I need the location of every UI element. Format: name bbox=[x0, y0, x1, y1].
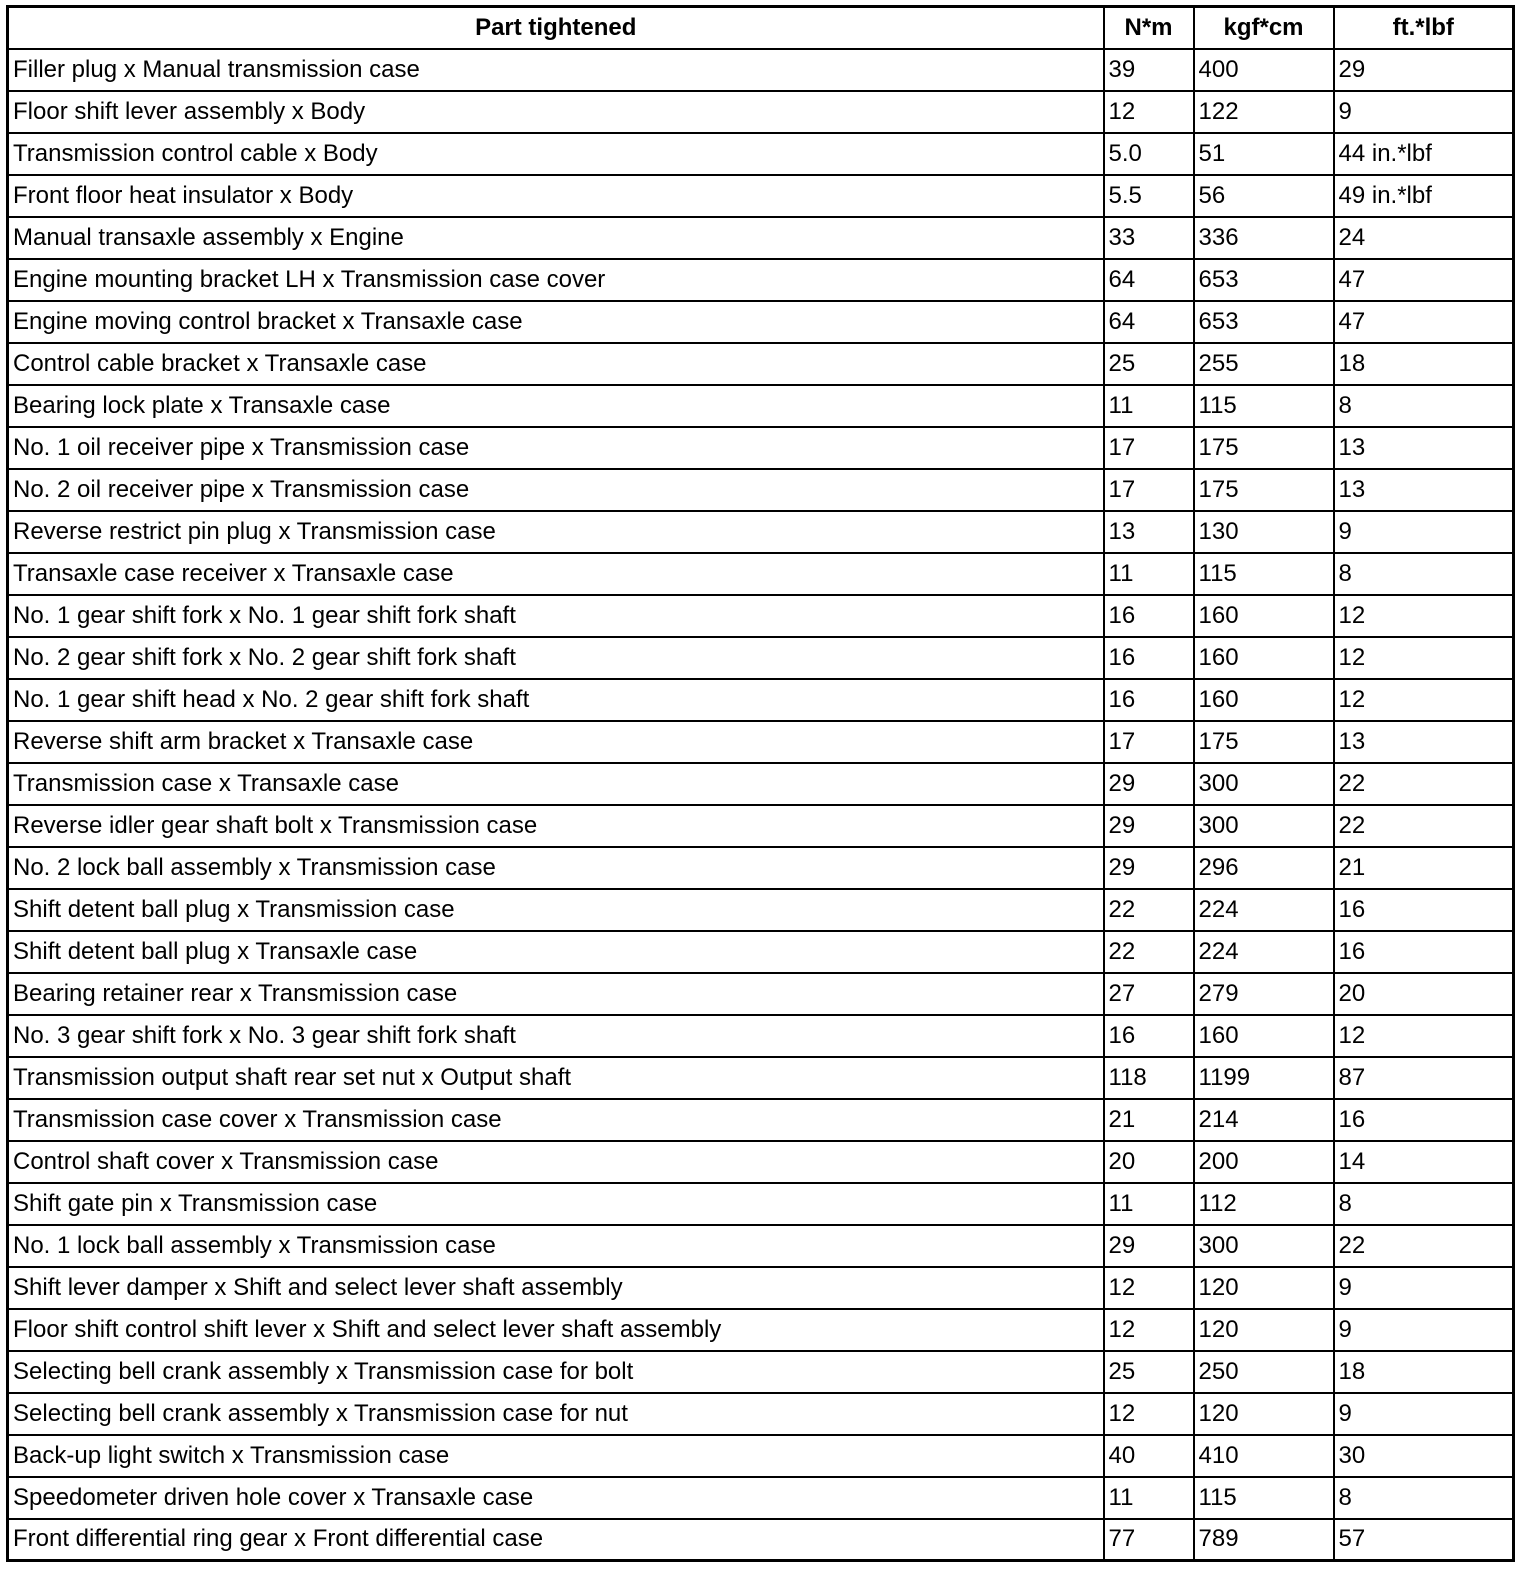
cell-ft-lbf: 87 bbox=[1334, 1057, 1514, 1099]
cell-part: Transmission case x Transaxle case bbox=[8, 763, 1104, 805]
cell-part: No. 1 oil receiver pipe x Transmission case bbox=[8, 427, 1104, 469]
table-row bbox=[8, 805, 1514, 847]
cell-kgf-cm: 300 bbox=[1194, 1225, 1334, 1267]
cell-ft-lbf: 8 bbox=[1334, 1477, 1514, 1519]
cell-nm: 12 bbox=[1104, 1393, 1194, 1435]
cell-part: Reverse restrict pin plug x Transmission case bbox=[8, 511, 1104, 553]
cell-part: Selecting bell crank assembly x Transmission case for nut bbox=[8, 1393, 1104, 1435]
cell-ft-lbf: 12 bbox=[1334, 679, 1514, 721]
cell-ft-lbf: 30 bbox=[1334, 1435, 1514, 1477]
cell-kgf-cm: 653 bbox=[1194, 259, 1334, 301]
table-row bbox=[8, 637, 1514, 679]
cell-nm: 11 bbox=[1104, 385, 1194, 427]
cell-kgf-cm: 112 bbox=[1194, 1183, 1334, 1225]
cell-nm: 16 bbox=[1104, 1015, 1194, 1057]
cell-part: Control cable bracket x Transaxle case bbox=[8, 343, 1104, 385]
cell-kgf-cm: 160 bbox=[1194, 679, 1334, 721]
cell-nm: 29 bbox=[1104, 847, 1194, 889]
cell-part: Manual transaxle assembly x Engine bbox=[8, 217, 1104, 259]
cell-kgf-cm: 255 bbox=[1194, 343, 1334, 385]
table-row bbox=[8, 511, 1514, 553]
cell-ft-lbf: 16 bbox=[1334, 931, 1514, 973]
cell-ft-lbf: 13 bbox=[1334, 469, 1514, 511]
cell-part: Transaxle case receiver x Transaxle case bbox=[8, 553, 1104, 595]
cell-part: Shift detent ball plug x Transaxle case bbox=[8, 931, 1104, 973]
cell-part: Shift lever damper x Shift and select lever shaft assembly bbox=[8, 1267, 1104, 1309]
cell-kgf-cm: 160 bbox=[1194, 637, 1334, 679]
cell-nm: 118 bbox=[1104, 1057, 1194, 1099]
cell-kgf-cm: 51 bbox=[1194, 133, 1334, 175]
table-row bbox=[8, 1099, 1514, 1141]
cell-part: No. 1 gear shift head x No. 2 gear shift fork shaft bbox=[8, 679, 1104, 721]
cell-kgf-cm: 653 bbox=[1194, 301, 1334, 343]
cell-kgf-cm: 410 bbox=[1194, 1435, 1334, 1477]
cell-nm: 27 bbox=[1104, 973, 1194, 1015]
table-row bbox=[8, 1477, 1514, 1519]
cell-part: Bearing retainer rear x Transmission case bbox=[8, 973, 1104, 1015]
cell-nm: 40 bbox=[1104, 1435, 1194, 1477]
cell-part: No. 1 lock ball assembly x Transmission case bbox=[8, 1225, 1104, 1267]
cell-nm: 20 bbox=[1104, 1141, 1194, 1183]
cell-ft-lbf: 9 bbox=[1334, 1267, 1514, 1309]
cell-part: No. 2 lock ball assembly x Transmission case bbox=[8, 847, 1104, 889]
cell-kgf-cm: 122 bbox=[1194, 91, 1334, 133]
cell-nm: 5.0 bbox=[1104, 133, 1194, 175]
table-row bbox=[8, 91, 1514, 133]
cell-kgf-cm: 175 bbox=[1194, 469, 1334, 511]
cell-part: No. 2 oil receiver pipe x Transmission case bbox=[8, 469, 1104, 511]
table-row bbox=[8, 1015, 1514, 1057]
table-row bbox=[8, 1141, 1514, 1183]
cell-kgf-cm: 224 bbox=[1194, 931, 1334, 973]
table-row bbox=[8, 217, 1514, 259]
cell-kgf-cm: 160 bbox=[1194, 1015, 1334, 1057]
cell-ft-lbf: 13 bbox=[1334, 721, 1514, 763]
cell-nm: 16 bbox=[1104, 595, 1194, 637]
table-row bbox=[8, 49, 1514, 91]
cell-nm: 64 bbox=[1104, 259, 1194, 301]
cell-ft-lbf: 8 bbox=[1334, 553, 1514, 595]
cell-kgf-cm: 279 bbox=[1194, 973, 1334, 1015]
cell-ft-lbf: 22 bbox=[1334, 1225, 1514, 1267]
cell-nm: 64 bbox=[1104, 301, 1194, 343]
cell-nm: 12 bbox=[1104, 91, 1194, 133]
cell-kgf-cm: 336 bbox=[1194, 217, 1334, 259]
cell-part: Filler plug x Manual transmission case bbox=[8, 49, 1104, 91]
table-row bbox=[8, 1351, 1514, 1393]
cell-ft-lbf: 47 bbox=[1334, 259, 1514, 301]
table-row bbox=[8, 931, 1514, 973]
cell-part: Reverse shift arm bracket x Transaxle case bbox=[8, 721, 1104, 763]
cell-part: Transmission control cable x Body bbox=[8, 133, 1104, 175]
cell-kgf-cm: 224 bbox=[1194, 889, 1334, 931]
table-row bbox=[8, 721, 1514, 763]
cell-nm: 13 bbox=[1104, 511, 1194, 553]
cell-kgf-cm: 1199 bbox=[1194, 1057, 1334, 1099]
cell-part: Shift gate pin x Transmission case bbox=[8, 1183, 1104, 1225]
table-row bbox=[8, 1435, 1514, 1477]
cell-nm: 21 bbox=[1104, 1099, 1194, 1141]
cell-nm: 16 bbox=[1104, 637, 1194, 679]
table-row bbox=[8, 1057, 1514, 1099]
cell-nm: 29 bbox=[1104, 805, 1194, 847]
cell-ft-lbf: 12 bbox=[1334, 595, 1514, 637]
cell-kgf-cm: 789 bbox=[1194, 1519, 1334, 1561]
table-row bbox=[8, 133, 1514, 175]
table-row bbox=[8, 1393, 1514, 1435]
table-row bbox=[8, 1225, 1514, 1267]
cell-nm: 22 bbox=[1104, 931, 1194, 973]
cell-part: Floor shift control shift lever x Shift and select lever shaft assembly bbox=[8, 1309, 1104, 1351]
cell-part: No. 3 gear shift fork x No. 3 gear shift fork shaft bbox=[8, 1015, 1104, 1057]
cell-kgf-cm: 200 bbox=[1194, 1141, 1334, 1183]
cell-part: Front differential ring gear x Front differential case bbox=[8, 1519, 1104, 1561]
table-row bbox=[8, 259, 1514, 301]
cell-ft-lbf: 44 in.*lbf bbox=[1334, 133, 1514, 175]
table-body bbox=[8, 49, 1514, 1561]
header-kgf-cm: kgf*cm bbox=[1194, 7, 1334, 49]
cell-nm: 5.5 bbox=[1104, 175, 1194, 217]
cell-ft-lbf: 22 bbox=[1334, 805, 1514, 847]
cell-nm: 77 bbox=[1104, 1519, 1194, 1561]
cell-kgf-cm: 300 bbox=[1194, 805, 1334, 847]
cell-kgf-cm: 214 bbox=[1194, 1099, 1334, 1141]
cell-ft-lbf: 21 bbox=[1334, 847, 1514, 889]
table-row bbox=[8, 889, 1514, 931]
cell-kgf-cm: 56 bbox=[1194, 175, 1334, 217]
cell-kgf-cm: 175 bbox=[1194, 721, 1334, 763]
torque-specification-table bbox=[6, 5, 1515, 1562]
cell-kgf-cm: 115 bbox=[1194, 1477, 1334, 1519]
cell-part: Control shaft cover x Transmission case bbox=[8, 1141, 1104, 1183]
cell-part: Transmission output shaft rear set nut x Output shaft bbox=[8, 1057, 1104, 1099]
cell-part: Back-up light switch x Transmission case bbox=[8, 1435, 1104, 1477]
cell-part: Engine moving control bracket x Transaxle case bbox=[8, 301, 1104, 343]
cell-nm: 22 bbox=[1104, 889, 1194, 931]
cell-nm: 25 bbox=[1104, 1351, 1194, 1393]
cell-nm: 29 bbox=[1104, 1225, 1194, 1267]
table-row bbox=[8, 469, 1514, 511]
cell-ft-lbf: 18 bbox=[1334, 343, 1514, 385]
cell-nm: 11 bbox=[1104, 1477, 1194, 1519]
table-row bbox=[8, 763, 1514, 805]
table-header-row bbox=[8, 7, 1514, 49]
cell-kgf-cm: 300 bbox=[1194, 763, 1334, 805]
cell-kgf-cm: 130 bbox=[1194, 511, 1334, 553]
cell-part: Front floor heat insulator x Body bbox=[8, 175, 1104, 217]
cell-ft-lbf: 22 bbox=[1334, 763, 1514, 805]
cell-ft-lbf: 29 bbox=[1334, 49, 1514, 91]
cell-part: Engine mounting bracket LH x Transmission case cover bbox=[8, 259, 1104, 301]
table-row bbox=[8, 301, 1514, 343]
cell-part: Selecting bell crank assembly x Transmission case for bolt bbox=[8, 1351, 1104, 1393]
cell-nm: 12 bbox=[1104, 1309, 1194, 1351]
cell-ft-lbf: 8 bbox=[1334, 1183, 1514, 1225]
cell-part: Transmission case cover x Transmission case bbox=[8, 1099, 1104, 1141]
cell-part: No. 2 gear shift fork x No. 2 gear shift fork shaft bbox=[8, 637, 1104, 679]
table-row bbox=[8, 343, 1514, 385]
cell-kgf-cm: 120 bbox=[1194, 1267, 1334, 1309]
cell-nm: 11 bbox=[1104, 553, 1194, 595]
cell-nm: 16 bbox=[1104, 679, 1194, 721]
cell-kgf-cm: 115 bbox=[1194, 385, 1334, 427]
table-row bbox=[8, 847, 1514, 889]
cell-part: Speedometer driven hole cover x Transaxle case bbox=[8, 1477, 1104, 1519]
table-row bbox=[8, 1267, 1514, 1309]
cell-ft-lbf: 9 bbox=[1334, 1309, 1514, 1351]
cell-nm: 17 bbox=[1104, 721, 1194, 763]
cell-kgf-cm: 250 bbox=[1194, 1351, 1334, 1393]
header-part-tightened: Part tightened bbox=[8, 7, 1104, 49]
table-row bbox=[8, 973, 1514, 1015]
cell-ft-lbf: 9 bbox=[1334, 1393, 1514, 1435]
cell-nm: 12 bbox=[1104, 1267, 1194, 1309]
cell-ft-lbf: 47 bbox=[1334, 301, 1514, 343]
cell-part: Bearing lock plate x Transaxle case bbox=[8, 385, 1104, 427]
cell-nm: 39 bbox=[1104, 49, 1194, 91]
cell-part: Shift detent ball plug x Transmission case bbox=[8, 889, 1104, 931]
cell-part: No. 1 gear shift fork x No. 1 gear shift fork shaft bbox=[8, 595, 1104, 637]
cell-ft-lbf: 20 bbox=[1334, 973, 1514, 1015]
table-row bbox=[8, 1309, 1514, 1351]
table-row bbox=[8, 175, 1514, 217]
table-row bbox=[8, 553, 1514, 595]
table-row bbox=[8, 385, 1514, 427]
cell-kgf-cm: 115 bbox=[1194, 553, 1334, 595]
table-row bbox=[8, 679, 1514, 721]
cell-ft-lbf: 16 bbox=[1334, 889, 1514, 931]
cell-ft-lbf: 9 bbox=[1334, 91, 1514, 133]
cell-nm: 17 bbox=[1104, 427, 1194, 469]
cell-ft-lbf: 9 bbox=[1334, 511, 1514, 553]
cell-kgf-cm: 296 bbox=[1194, 847, 1334, 889]
cell-nm: 29 bbox=[1104, 763, 1194, 805]
cell-kgf-cm: 120 bbox=[1194, 1393, 1334, 1435]
cell-nm: 17 bbox=[1104, 469, 1194, 511]
cell-ft-lbf: 24 bbox=[1334, 217, 1514, 259]
cell-ft-lbf: 16 bbox=[1334, 1099, 1514, 1141]
cell-kgf-cm: 400 bbox=[1194, 49, 1334, 91]
cell-ft-lbf: 12 bbox=[1334, 1015, 1514, 1057]
cell-ft-lbf: 57 bbox=[1334, 1519, 1514, 1561]
table-row bbox=[8, 427, 1514, 469]
table-row bbox=[8, 1519, 1514, 1561]
cell-ft-lbf: 13 bbox=[1334, 427, 1514, 469]
cell-nm: 33 bbox=[1104, 217, 1194, 259]
cell-kgf-cm: 160 bbox=[1194, 595, 1334, 637]
table-row bbox=[8, 595, 1514, 637]
cell-nm: 25 bbox=[1104, 343, 1194, 385]
cell-part: Reverse idler gear shaft bolt x Transmission case bbox=[8, 805, 1104, 847]
table-row bbox=[8, 1183, 1514, 1225]
cell-kgf-cm: 175 bbox=[1194, 427, 1334, 469]
cell-nm: 11 bbox=[1104, 1183, 1194, 1225]
header-nm: N*m bbox=[1104, 7, 1194, 49]
cell-ft-lbf: 18 bbox=[1334, 1351, 1514, 1393]
cell-kgf-cm: 120 bbox=[1194, 1309, 1334, 1351]
cell-ft-lbf: 49 in.*lbf bbox=[1334, 175, 1514, 217]
cell-ft-lbf: 12 bbox=[1334, 637, 1514, 679]
cell-ft-lbf: 14 bbox=[1334, 1141, 1514, 1183]
header-ft-lbf: ft.*lbf bbox=[1334, 7, 1514, 49]
cell-ft-lbf: 8 bbox=[1334, 385, 1514, 427]
cell-part: Floor shift lever assembly x Body bbox=[8, 91, 1104, 133]
